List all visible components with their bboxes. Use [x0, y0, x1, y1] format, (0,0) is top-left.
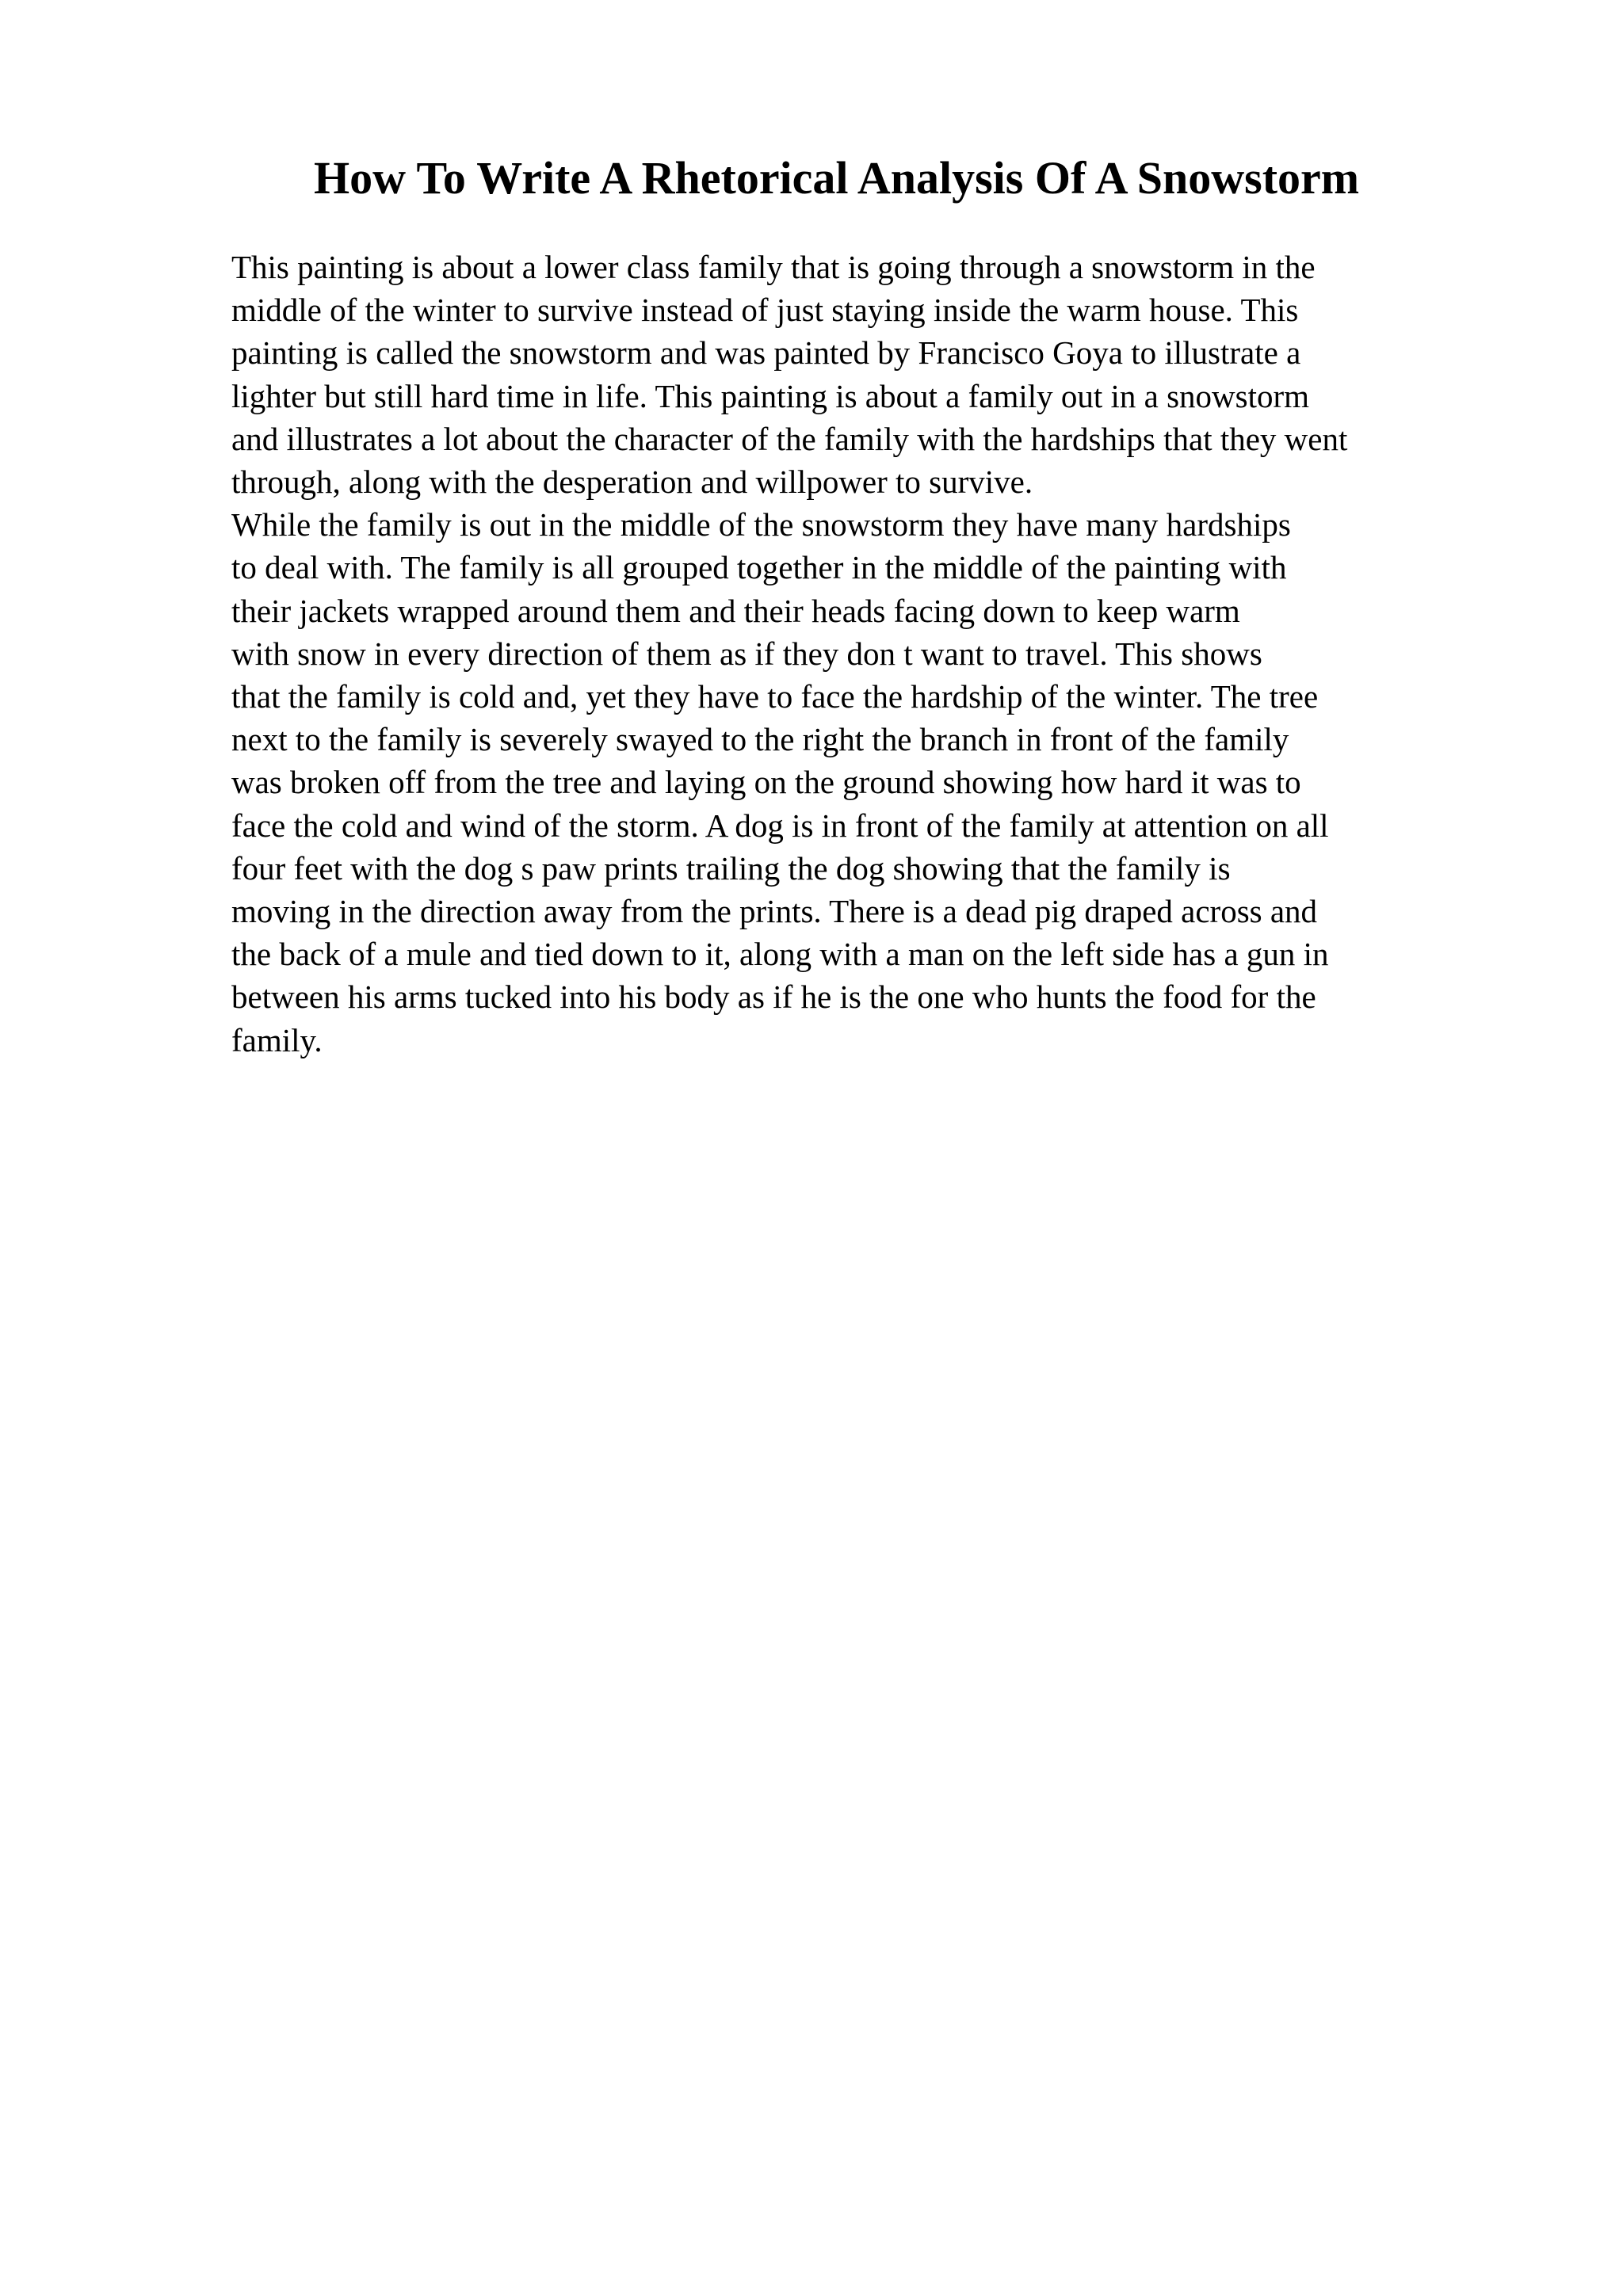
text-line: lighter but still hard time in life. This painting is about a family out in a snowstorm	[231, 377, 1310, 414]
text-line: the back of a mule and tied down to it, along with a man on the left side has a gun in	[231, 936, 1329, 973]
text-line: middle of the winter to survive instead of just staying inside the warm house. This	[231, 292, 1299, 329]
text-line: family.	[231, 1021, 323, 1058]
text-line: their jackets wrapped around them and their heads facing down to keep warm	[231, 592, 1240, 629]
text-line: to deal with. The family is all grouped together in the middle of the painting with	[231, 549, 1287, 586]
paragraph-2	[231, 503, 1594, 1062]
text-line: between his arms tucked into his body as if he is the one who hunts the food for the	[231, 978, 1316, 1016]
document-title: How To Write A Rhetorical Analysis Of A Snowstorm	[314, 152, 1360, 204]
text-line: face the cold and wind of the storm. A dog is in front of the family at attention on all	[231, 807, 1329, 844]
text-line: that the family is cold and, yet they have to face the hardship of the winter. The tree	[231, 678, 1319, 715]
text-line: four feet with the dog s paw prints trailing the dog showing that the family is	[231, 849, 1231, 887]
document-body	[231, 246, 1594, 1062]
text-line: moving in the direction away from the prints. There is a dead pig draped across and	[231, 893, 1318, 930]
text-line: through, along with the desperation and willpower to survive.	[231, 463, 1033, 501]
text-line: with snow in every direction of them as if they don t want to travel. This shows	[231, 635, 1262, 672]
text-line: was broken off from the tree and laying on the ground showing how hard it was to	[231, 764, 1301, 801]
text-line: This painting is about a lower class family that is going through a snowstorm in the	[231, 249, 1316, 285]
text-line: and illustrates a lot about the character of the family with the hardships that they went	[231, 420, 1348, 457]
text-line: next to the family is severely swayed to the right the branch in front of the family	[231, 721, 1289, 758]
paragraph-1	[231, 246, 1594, 503]
text-line: While the family is out in the middle of the snowstorm they have many hardships	[231, 506, 1291, 543]
text-line: painting is called the snowstorm and was painted by Francisco Goya to illustrate a	[231, 334, 1301, 372]
